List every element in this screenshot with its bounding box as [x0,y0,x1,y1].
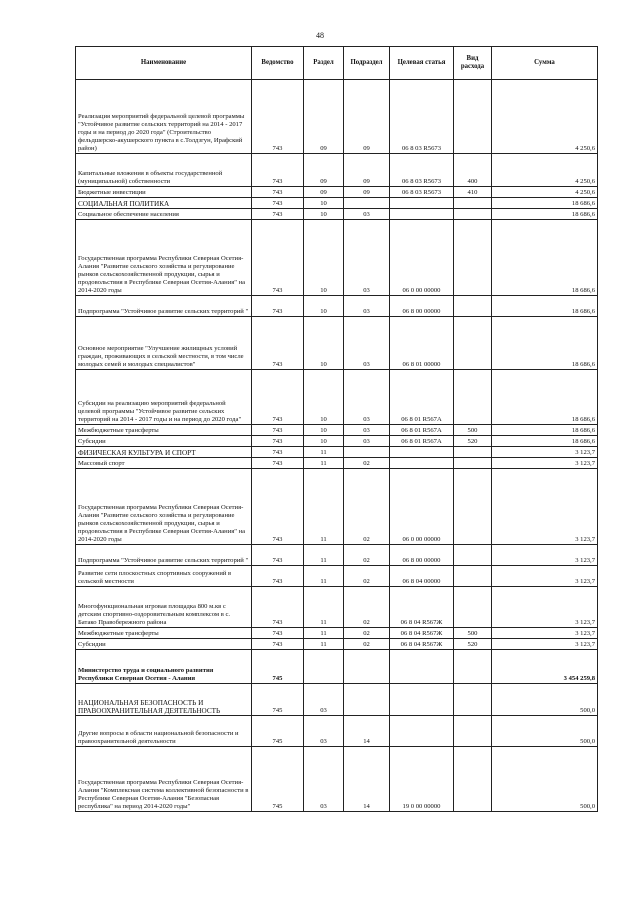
cell-summa: 3 123,7 [492,545,598,566]
cell-razdel: 03 [304,747,344,812]
cell-statya: 19 0 00 00000 [390,747,454,812]
cell-name: Министерство труда и социального развития Республики Северная Осетия - Алания [76,650,252,684]
cell-vedomstvo: 743 [252,447,304,458]
cell-name: Государственная программа Республики Северная Осетия-Алания "Комплексная система коллективной безопасности в Республике Северная Осетия-Алания "Безопасная республика" на период 2014-2020 годы" [76,747,252,812]
cell-vid-raskhoda [454,650,492,684]
cell-name: Государственная программа Республики Северная Осетия-Алания "Развитие сельского хозяйства и регулирование рынков сельскохозяйственной продукции, сырья и продовольствия в Республике Северная Осетия-Алания" на 2014-2020 годы [76,220,252,296]
cell-summa: 3 123,7 [492,628,598,639]
cell-razdel: 11 [304,566,344,587]
cell-vid-raskhoda [454,447,492,458]
cell-podrazdel: 02 [344,628,390,639]
cell-razdel: 09 [304,80,344,154]
cell-vid-raskhoda [454,370,492,425]
cell-vid-raskhoda [454,469,492,545]
cell-vid-raskhoda [454,747,492,812]
cell-name: Подпрограмма "Устойчивое развитие сельских территорий " [76,296,252,317]
cell-vedomstvo: 743 [252,198,304,209]
cell-razdel: 11 [304,628,344,639]
cell-vedomstvo: 745 [252,747,304,812]
cell-name: Основное мероприятие "Улучшение жилищных условий граждан, проживающих в сельской местности, в том числе молодых семей и молодых специалистов" [76,317,252,370]
cell-statya [390,458,454,469]
cell-summa: 18 686,6 [492,198,598,209]
header-vedomstvo: Ведомство [252,47,304,80]
cell-vid-raskhoda: 410 [454,187,492,198]
cell-summa: 3 454 259,8 [492,650,598,684]
header-summa: Сумма [492,47,598,80]
table-row [76,317,598,370]
cell-summa: 3 123,7 [492,587,598,628]
cell-podrazdel: 09 [344,154,390,187]
table-row [76,436,598,447]
cell-summa: 4 250,6 [492,154,598,187]
cell-summa: 3 123,7 [492,458,598,469]
cell-vid-raskhoda [454,296,492,317]
table-row [76,545,598,566]
cell-statya: 06 0 00 00000 [390,220,454,296]
cell-vedomstvo: 743 [252,187,304,198]
header-razdel: Раздел [304,47,344,80]
cell-summa: 3 123,7 [492,447,598,458]
table-header-row [76,47,598,80]
cell-name: Реализация мероприятий федеральной целевой программы "Устойчивое развитие сельских территорий на 2014 - 2017 годы и на период до 2020 года" (Строительство фельдшерско-акушерского пункта в с.Толдзгун, Ирафский район) [76,80,252,154]
cell-name: СОЦИАЛЬНАЯ ПОЛИТИКА [76,198,252,209]
cell-podrazdel: 03 [344,296,390,317]
cell-statya: 06 8 01 R567A [390,436,454,447]
cell-vedomstvo: 743 [252,296,304,317]
cell-razdel: 11 [304,447,344,458]
cell-vedomstvo: 743 [252,317,304,370]
table-row [76,198,598,209]
cell-podrazdel: 02 [344,566,390,587]
cell-podrazdel: 09 [344,80,390,154]
cell-statya: 06 8 04 R567Ж [390,587,454,628]
cell-name: Массовый спорт [76,458,252,469]
cell-razdel: 10 [304,436,344,447]
cell-statya: 06 8 04 R567Ж [390,639,454,650]
table-row [76,154,598,187]
cell-podrazdel: 02 [344,639,390,650]
cell-summa: 18 686,6 [492,317,598,370]
cell-statya: 06 8 01 00000 [390,317,454,370]
cell-podrazdel: 02 [344,587,390,628]
cell-razdel: 03 [304,684,344,716]
cell-vedomstvo: 743 [252,220,304,296]
cell-name: Многофункциональная игровая площадка 800 м.кв с детским спортивно-оздоровительным комплексом в с. Батако Правобережного района [76,587,252,628]
cell-podrazdel: 03 [344,317,390,370]
page-number: 48 [316,31,324,40]
cell-summa: 18 686,6 [492,296,598,317]
cell-summa: 18 686,6 [492,220,598,296]
cell-podrazdel: 03 [344,425,390,436]
cell-summa: 500,0 [492,716,598,747]
cell-vedomstvo: 743 [252,469,304,545]
cell-podrazdel [344,650,390,684]
budget-table [75,46,598,812]
cell-razdel: 10 [304,296,344,317]
cell-summa: 4 250,6 [492,80,598,154]
cell-vid-raskhoda: 500 [454,628,492,639]
cell-vedomstvo: 743 [252,370,304,425]
cell-podrazdel: 03 [344,436,390,447]
cell-statya: 06 8 04 R567Ж [390,628,454,639]
table-row [76,80,598,154]
table-row [76,628,598,639]
cell-vid-raskhoda [454,458,492,469]
cell-vedomstvo: 745 [252,684,304,716]
cell-name: Государственная программа Республики Северная Осетия-Алания "Развитие сельского хозяйства и регулирование рынков сельскохозяйственной продукции, сырья и продовольствия в Республике Северная Осетия-Алания" на 2014-2020 годы [76,469,252,545]
cell-vid-raskhoda [454,209,492,220]
cell-statya: 06 8 01 R567A [390,425,454,436]
cell-podrazdel: 03 [344,209,390,220]
table-row [76,639,598,650]
cell-statya [390,716,454,747]
table-row [76,587,598,628]
cell-podrazdel: 03 [344,370,390,425]
table-row [76,716,598,747]
table-row [76,566,598,587]
cell-statya: 06 8 04 00000 [390,566,454,587]
header-podrazdel: Подраздел [344,47,390,80]
cell-name: Межбюджетные трансферты [76,628,252,639]
cell-podrazdel: 09 [344,187,390,198]
cell-name: Бюджетные инвестиции [76,187,252,198]
cell-vedomstvo: 743 [252,628,304,639]
cell-vedomstvo: 743 [252,154,304,187]
table-row [76,425,598,436]
cell-vid-raskhoda [454,220,492,296]
cell-vid-raskhoda [454,198,492,209]
cell-podrazdel [344,684,390,716]
cell-statya: 06 8 00 00000 [390,545,454,566]
cell-statya [390,198,454,209]
table-row [76,220,598,296]
cell-razdel [304,650,344,684]
cell-razdel: 10 [304,370,344,425]
table-row [76,296,598,317]
cell-razdel: 11 [304,458,344,469]
cell-vid-raskhoda [454,80,492,154]
cell-name: Другие вопросы в области национальной безопасности и правоохранительной деятельности [76,716,252,747]
cell-statya: 06 8 03 R5673 [390,154,454,187]
cell-vid-raskhoda: 400 [454,154,492,187]
cell-vid-raskhoda: 520 [454,639,492,650]
cell-name: Субсидии [76,639,252,650]
cell-name: Социальное обеспечение населения [76,209,252,220]
cell-statya: 06 0 00 00000 [390,469,454,545]
cell-vid-raskhoda [454,587,492,628]
cell-name: Подпрограмма "Устойчивое развитие сельских территорий " [76,545,252,566]
table-row [76,684,598,716]
cell-podrazdel: 02 [344,469,390,545]
cell-vid-raskhoda [454,545,492,566]
cell-statya: 06 8 01 R567A [390,370,454,425]
cell-statya: 06 8 00 00000 [390,296,454,317]
cell-podrazdel: 02 [344,458,390,469]
cell-vedomstvo: 743 [252,80,304,154]
cell-summa: 18 686,6 [492,436,598,447]
cell-statya [390,209,454,220]
table-row [76,747,598,812]
cell-podrazdel [344,198,390,209]
cell-razdel: 10 [304,209,344,220]
cell-razdel: 11 [304,587,344,628]
cell-razdel: 11 [304,639,344,650]
table-row [76,469,598,545]
cell-razdel: 03 [304,716,344,747]
table-row [76,458,598,469]
cell-vedomstvo: 743 [252,436,304,447]
table-body [76,80,598,812]
cell-podrazdel [344,447,390,458]
cell-statya [390,447,454,458]
cell-podrazdel: 14 [344,747,390,812]
cell-statya [390,650,454,684]
cell-summa: 500,0 [492,747,598,812]
table-row [76,370,598,425]
cell-vid-raskhoda [454,716,492,747]
cell-summa: 500,0 [492,684,598,716]
cell-razdel: 09 [304,187,344,198]
cell-vid-raskhoda [454,317,492,370]
cell-razdel: 11 [304,469,344,545]
cell-name: Межбюджетные трансферты [76,425,252,436]
cell-name: НАЦИОНАЛЬНАЯ БЕЗОПАСНОСТЬ И ПРАВООХРАНИТЕЛЬНАЯ ДЕЯТЕЛЬНОСТЬ [76,684,252,716]
cell-podrazdel: 14 [344,716,390,747]
table-row [76,187,598,198]
cell-vid-raskhoda [454,684,492,716]
cell-name: Субсидии [76,436,252,447]
cell-razdel: 10 [304,317,344,370]
cell-summa: 3 123,7 [492,566,598,587]
table-row [76,650,598,684]
cell-vedomstvo: 745 [252,650,304,684]
cell-name: Субсидии на реализацию мероприятий федеральной целевой программы "Устойчивое развитие сельских территорий на 2014 - 2017 годы и на период до 2020 года" [76,370,252,425]
cell-statya: 06 8 03 R5673 [390,80,454,154]
cell-vedomstvo: 743 [252,425,304,436]
cell-podrazdel: 02 [344,545,390,566]
cell-razdel: 10 [304,220,344,296]
cell-name: Капитальные вложения в объекты государственной (муниципальной) собственности [76,154,252,187]
cell-vid-raskhoda: 500 [454,425,492,436]
cell-vedomstvo: 743 [252,587,304,628]
cell-vid-raskhoda [454,566,492,587]
cell-summa: 3 123,7 [492,469,598,545]
header-statya: Целевая статья [390,47,454,80]
cell-vedomstvo: 743 [252,458,304,469]
table-row [76,209,598,220]
cell-summa: 18 686,6 [492,209,598,220]
header-name: Наименование [76,47,252,80]
table-row [76,447,598,458]
cell-name: Развитие сети плоскостных спортивных сооружений в сельской местности [76,566,252,587]
cell-vid-raskhoda: 520 [454,436,492,447]
cell-vedomstvo: 743 [252,545,304,566]
cell-vedomstvo: 743 [252,639,304,650]
cell-name: ФИЗИЧЕСКАЯ КУЛЬТУРА И СПОРТ [76,447,252,458]
cell-razdel: 09 [304,154,344,187]
cell-razdel: 10 [304,198,344,209]
cell-vedomstvo: 743 [252,209,304,220]
cell-statya: 06 8 03 R5673 [390,187,454,198]
cell-podrazdel: 03 [344,220,390,296]
cell-summa: 4 250,6 [492,187,598,198]
cell-razdel: 10 [304,425,344,436]
header-vid-raskhoda: Вид расхода [454,47,492,80]
cell-summa: 3 123,7 [492,639,598,650]
cell-statya [390,684,454,716]
cell-razdel: 11 [304,545,344,566]
cell-summa: 18 686,6 [492,425,598,436]
cell-summa: 18 686,6 [492,370,598,425]
cell-vedomstvo: 745 [252,716,304,747]
cell-vedomstvo: 743 [252,566,304,587]
